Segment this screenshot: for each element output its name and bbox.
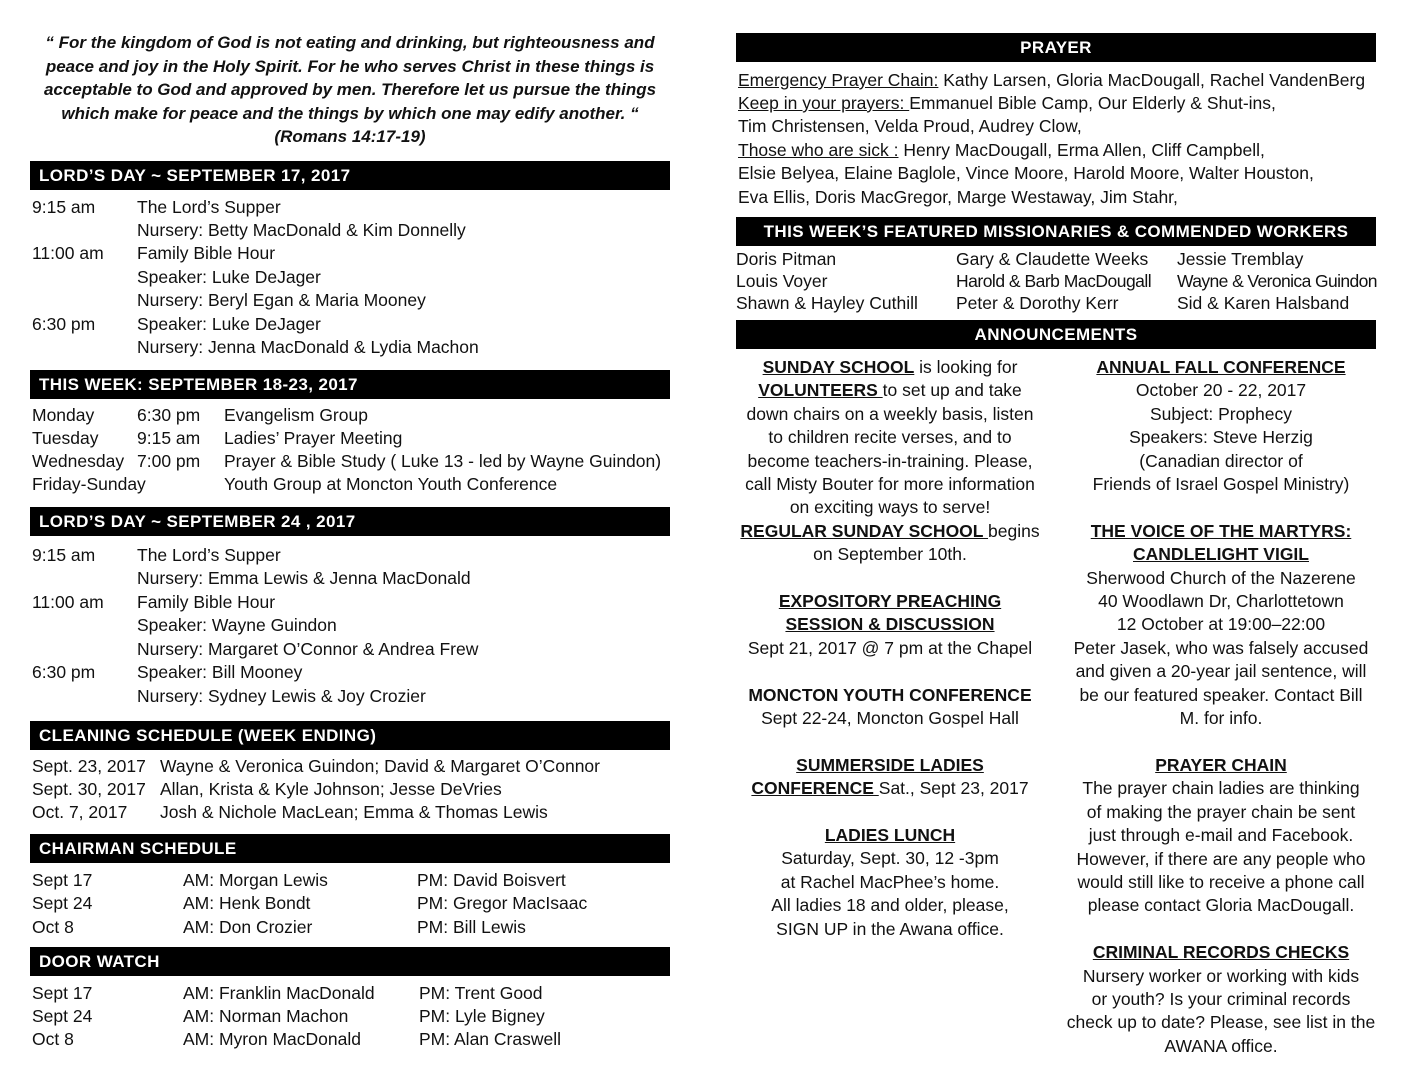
quote-line: “ For the kingdom of God is not eating and drinking, but righteousness and (45, 33, 655, 52)
prayer-line: Elsie Belyea, Elaine Baglole, Vince Moore, Harold Moore, Walter Houston, (738, 163, 1314, 183)
chairman-date: Oct 8 (32, 917, 74, 937)
sick-label: Those who are sick : (738, 140, 899, 160)
keep-label: Keep in your prayers: (738, 93, 910, 113)
prayer-line: Tim Christensen, Velda Proud, Audrey Clow, (738, 116, 1082, 136)
schedule-item: Nursery: Emma Lewis & Jenna MacDonald (137, 568, 471, 588)
missionary-row (736, 248, 1376, 271)
event-name: Youth Group at Moncton Youth Conference (224, 474, 558, 494)
section-header-missionaries: THIS WEEK’S FEATURED MISSIONARIES & COMMENDED WORKERS (736, 217, 1376, 246)
cleaning-date: Oct. 7, 2017 (32, 802, 128, 822)
missionary-row (736, 270, 1376, 293)
missionary-name: Gary & Claudette Weeks (956, 249, 1149, 269)
schedule-item: Family Bible Hour (137, 243, 276, 263)
announcements-left: SUNDAY SCHOOL is looking for VOLUNTEERS to set up and take down chairs on a weekly basis, listen to children recite verses, and to become teachers-in-training. Please, call Misty Bouter for more information on exciting ways to serve! REGULAR SUNDAY SCHOOL begins on September 10th. EXPOSITORY PREACHING SESSION & DISCUSSION Sept 21, 2017 @ 7 pm at the Chapel MONCTON YOUTH CONFERENCE Sept 22-24, Moncton Gospel Hall SUMMERSIDE LADIES CONFERENCE Sat., Sept 23, 2017 LADIES LUNCH Saturday, Sept. 30, 12 -3pm at Rachel MacPhee’s home. All ladies 18 and older, please, SIGN UP in the Awana office. (736, 356, 1044, 941)
keep-names: Emmanuel Bible Camp, Our Elderly & Shut-ins, (909, 93, 1276, 113)
section-header-cleaning: CLEANING SCHEDULE (WEEK ENDING) (30, 721, 670, 750)
announcement-voice-title: THE VOICE OF THE MARTYRS: (1090, 520, 1352, 541)
event-time: 6:30 pm (137, 405, 201, 425)
schedule-item: Nursery: Beryl Egan & Maria Mooney (137, 290, 426, 310)
schedule-time: 9:15 am (32, 545, 96, 565)
missionary-name: Sid & Karen Halsband (1177, 293, 1350, 313)
event-day: Monday (32, 405, 95, 425)
schedule-item: The Lord’s Supper (137, 545, 281, 565)
door-watch-date: Sept 24 (32, 1006, 93, 1026)
announcement-moncton-title: MONCTON YOUTH CONFERENCE (748, 684, 1032, 705)
emergency-label: Emergency Prayer Chain: (738, 70, 939, 90)
announcement-sunday-school: SUNDAY SCHOOL is looking for (762, 357, 1018, 377)
schedule-item: Nursery: Betty MacDonald & Kim Donnelly (137, 220, 466, 240)
chairman-pm: PM: Bill Lewis (417, 917, 526, 937)
chairman-date: Sept 24 (32, 893, 93, 913)
missionary-row (736, 292, 1376, 315)
schedule-time: 11:00 am (32, 243, 104, 263)
announcement-criminal-records-title: CRIMINAL RECORDS CHECKS (1092, 942, 1350, 963)
schedule-item: Speaker: Wayne Guindon (137, 615, 337, 635)
prayer-line: Eva Ellis, Doris MacGregor, Marge Westaway, Jim Stahr, (738, 187, 1178, 207)
missionary-name: Harold & Barb MacDougall (956, 271, 1152, 291)
announcement-fall-conference-title: ANNUAL FALL CONFERENCE (1096, 357, 1346, 377)
announcement-expository-title: EXPOSITORY PREACHING (778, 591, 1002, 612)
schedule-item: Family Bible Hour (137, 592, 276, 612)
door-watch-am: AM: Norman Machon (183, 1006, 349, 1026)
door-watch-date: Oct 8 (32, 1029, 74, 1049)
quote-reference: (Romans 14:17-19) (274, 127, 426, 146)
door-watch-am: AM: Franklin MacDonald (183, 983, 375, 1003)
cleaning-date: Sept. 23, 2017 (32, 756, 146, 776)
announcement-summerside-title: SUMMERSIDE LADIES (796, 754, 984, 775)
missionary-name: Doris Pitman (736, 249, 837, 269)
chairman-date: Sept 17 (32, 870, 93, 890)
door-watch-pm: PM: Lyle Bigney (419, 1006, 545, 1026)
event-time: 7:00 pm (137, 451, 201, 471)
cleaning-names: Wayne & Veronica Guindon; David & Margaret O’Connor (160, 756, 600, 776)
missionary-name: Shawn & Hayley Cuthill (736, 293, 918, 313)
schedule-item: Nursery: Jenna MacDonald & Lydia Machon (137, 337, 479, 357)
schedule-item: Nursery: Margaret O’Connor & Andrea Frew (137, 639, 479, 659)
missionary-name: Peter & Dorothy Kerr (956, 293, 1119, 313)
section-header-door-watch: DOOR WATCH (30, 947, 670, 976)
section-header-chairman: CHAIRMAN SCHEDULE (30, 834, 670, 863)
missionary-name: Louis Voyer (736, 271, 828, 291)
missionary-name: Wayne & Veronica Guindon (1177, 271, 1377, 291)
schedule-time: 11:00 am (32, 592, 104, 612)
event-name: Evangelism Group (224, 405, 368, 425)
section-header-announcements: ANNOUNCEMENTS (736, 320, 1376, 349)
section-header-lords-day-2: LORD’S DAY ~ SEPTEMBER 24 , 2017 (30, 507, 670, 536)
announcement-regular-sunday-school: REGULAR SUNDAY SCHOOL begins (740, 520, 1040, 541)
schedule-item: Speaker: Bill Mooney (137, 662, 303, 682)
event-day: Tuesday (32, 428, 99, 448)
section-header-this-week: THIS WEEK: SEPTEMBER 18-23, 2017 (30, 370, 670, 399)
event-day: Friday-Sunday (32, 474, 146, 494)
emergency-names: Kathy Larsen, Gloria MacDougall, Rachel VandenBerg (938, 70, 1366, 90)
announcements-right: ANNUAL FALL CONFERENCE October 20 - 22, 2017 Subject: Prophecy Speakers: Steve Herzig (Canadian director of Friends of Israel Gospel Ministry) THE VOICE OF THE MARTYRS: CANDLELIGHT VIGIL Sherwood Church of the Nazerene 40 Woodlawn Dr, Charlottetown 12 October at 19:00–22:00 Peter Jasek, who was falsely accused and given a 20-year jail sentence, will be our featured speaker. Contact Bill M. for info. PRAYER CHAIN The prayer chain ladies are thinking of making the prayer chain be sent just through e-mail and Facebook. However, if there are any people who would still like to receive a phone call please contact Gloria MacDougall. CRIMINAL RECORDS CHECKS Nursery worker or working with kids or youth? Is your criminal records check up to date? Please, see list in the AWANA office. (1066, 357, 1376, 1056)
event-time: 9:15 am (137, 428, 201, 448)
prayer-line (738, 69, 1365, 92)
prayer-line (738, 92, 1276, 115)
door-watch-pm: PM: Trent Good (419, 983, 543, 1003)
missionary-name: Jessie Tremblay (1177, 249, 1304, 269)
schedule-time: 9:15 am (32, 197, 96, 217)
chairman-pm: PM: Gregor MacIsaac (417, 893, 588, 913)
schedule-item: The Lord’s Supper (137, 197, 281, 217)
door-watch-pm: PM: Alan Craswell (419, 1029, 561, 1049)
cleaning-names: Josh & Nichole MacLean; Emma & Thomas Lewis (160, 802, 548, 822)
chairman-am: AM: Henk Bondt (183, 893, 311, 913)
cleaning-date: Sept. 30, 2017 (32, 779, 146, 799)
chairman-am: AM: Morgan Lewis (183, 870, 328, 890)
quote-line: peace and joy in the Holy Spirit. For he who serves Christ in these things is (45, 56, 655, 76)
door-watch-date: Sept 17 (32, 983, 93, 1003)
event-name: Prayer & Bible Study ( Luke 13 - led by Wayne Guindon) (224, 451, 662, 471)
chairman-am: AM: Don Crozier (183, 917, 313, 937)
event-name: Ladies’ Prayer Meeting (224, 428, 403, 448)
event-day: Wednesday (32, 451, 125, 471)
sick-names: Henry MacDougall, Erma Allen, Cliff Campbell, (898, 140, 1265, 160)
announcement-ladies-lunch-title: LADIES LUNCH (824, 825, 956, 846)
section-header-lords-day-1: LORD’S DAY ~ SEPTEMBER 17, 2017 (30, 161, 670, 190)
quote-line: which make for peace and the things by which one may edify another. “ (61, 103, 639, 123)
prayer-line (738, 139, 1265, 162)
quote-line: acceptable to God and approved by men. Therefore let us pursue the things (43, 80, 657, 99)
schedule-item: Speaker: Luke DeJager (137, 267, 321, 287)
door-watch-am: AM: Myron MacDonald (183, 1029, 361, 1049)
scripture-quote (30, 31, 670, 149)
cleaning-names: Allan, Krista & Kyle Johnson; Jesse DeVries (160, 779, 502, 799)
schedule-time: 6:30 pm (32, 314, 96, 334)
section-header-prayer: PRAYER (736, 33, 1376, 62)
announcement-prayer-chain-title: PRAYER CHAIN (1155, 754, 1287, 775)
schedule-time: 6:30 pm (32, 662, 96, 682)
chairman-pm: PM: David Boisvert (417, 870, 566, 890)
schedule-item: Speaker: Luke DeJager (137, 314, 321, 334)
schedule-item: Nursery: Sydney Lewis & Joy Crozier (137, 686, 426, 706)
